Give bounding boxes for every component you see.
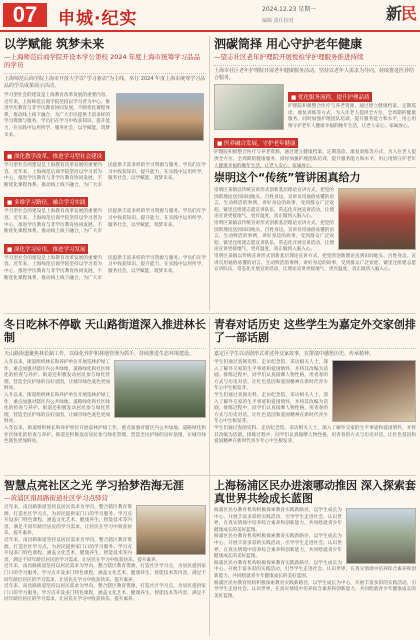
- article-subtitle: —黄浦区南昌路街道社区学习点驿营: [4, 494, 108, 502]
- row-divider: [4, 313, 416, 314]
- article-body: 入冬以来，街道组织林长和养护单位开展巡林护绿工作，重点加强对辖区内公共绿地、道路绿化和社区绿化的检查与养护。街道还积极发动居民参与绿化管理，营造全民护绿的良好氛围，让城市绿色底色更加鲜亮。: [4, 360, 110, 392]
- article-1: [4, 38, 206, 310]
- article-title: 崇明这个“传统”管讲困真给力: [214, 171, 361, 184]
- column-divider: [209, 316, 210, 636]
- article-body: 崇明区某镇以传统宣讲形式创新基层理论宣讲方式，把党的创新理论送到田间地头、百姓身边。宣讲员用通俗易懂的语言、生动鲜活的事例，讲好身边的故事，受到群众广泛欢迎。镇里还组建志愿宣讲队伍，常态化开展宣讲活动，让理论宣讲更接地气、更有温度，真正做到入脑入心。: [214, 253, 416, 273]
- article-title: 冬日吃林不停歇 天山路街道深入推进林长制: [4, 318, 206, 344]
- newspaper-logo: 新民: [385, 4, 416, 23]
- article-body: 杨浦区民办教育机构积极探索教育实践新路径，以学生成长为中心，开展丰富多彩的实践活动，引导学生走进社会、认识世界，在真实情境中培养综合素养和创新能力，共同绘就青少年健康成长的美好蓝图。: [214, 580, 416, 599]
- article-subhead: ■ 深化教学改革，推进学习型社会建设: [4, 151, 105, 161]
- article-body: 学习型社会的建设是上海教育改革发展的重要内容。近年来，上海师范后商学院坚持以学习者为中心，推进学历教育与非学历教育协同发展，不断优化课程体系，推动线上线下融合，为广大市民提供丰富多样的学习资源与服务。学员们在学习中收获知识、提升能力，在实践中运用所学、服务社会，以学赋能，筑梦未来。: [4, 93, 110, 138]
- article-6: [4, 479, 206, 637]
- article-title: 泗碳筒择 用心守护老年健康: [214, 37, 363, 51]
- article-photo: [346, 508, 416, 564]
- article-photo: [214, 84, 284, 130]
- article-photo: [338, 188, 416, 250]
- article-body: 学习型社会的建设是上海教育改革发展的重要内容。近年来，上海师范后商学院坚持以学习者为中心，推进学历教育与非学历教育协同发展，不断优化课程体系，推动线上线下融合，为广大市民提供丰富多样的学习资源与服务。学员们在学习中收获知识、提升能力，在实践中运用所学、服务社会，以学赋能，筑梦未来。: [4, 209, 206, 235]
- article-body: 近年来，南昌路街道坚持以居民需求为导向，整合辖区教育资源，打造社区学习点，为居民提供家门口的学习服务。学习点开设多门特色课程，涵盖文化艺术、健康养生、智能技术等内容，满足不同年龄层居民的学习需求，让居民在学习中收获快乐、提升素养。: [4, 564, 206, 583]
- article-title: 以学赋能 筑梦未来: [4, 37, 105, 51]
- article-subhead: ■ 医养融合发展，守护老年健康: [214, 138, 298, 148]
- page-number: 07: [3, 3, 47, 27]
- article-body: 学生们通过查阅史料、走访纪念馆、采访相关人士，深入了解外交家的生平事迹和爱国情怀，并将其改编为话剧。排练过程中，同学们认真揣摩人物性格，用青春的方式与历史对话，让红色基因和爱国精神在新时代青少年心中生根发芽。: [214, 425, 416, 445]
- article-4: [4, 318, 206, 472]
- article-body: 学生们通过查阅史料、走访纪念馆、采访相关人士，深入了解外交家的生平事迹和爱国情怀，并将其改编为话剧。排练过程中，同学们认真揣摩人物性格，用青春的方式与历史对话，让红色基因和爱国精神在新时代青少年心中生根发芽。: [214, 360, 328, 392]
- article-body: 崇明区某镇以传统宣讲形式创新基层理论宣讲方式，把党的创新理论送到田间地头、百姓身边。宣讲员用通俗易懂的语言、生动鲜活的事例，讲好身边的故事，受到群众广泛欢迎。镇里还组建志愿宣讲队伍，常态化开展宣讲活动，让理论宣讲更接地气、更有温度，真正做到入脑入心。: [214, 188, 334, 220]
- article-body: 学习型社会的建设是上海教育改革发展的重要内容。近年来，上海师范后商学院坚持以学习者为中心，推进学历教育与非学历教育协同发展，不断优化课程体系，推动线上线下融合，为广大市民提供丰富多样的学习资源与服务。学员们在学习中收获知识、提升能力，在实践中运用所学、服务社会，以学赋能，筑梦未来。: [4, 255, 206, 281]
- article-subhead: ■ 深化学习应用，推进学习发展: [4, 244, 88, 254]
- article-body: 杨浦区民办教育机构积极探索教育实践新路径，以学生成长为中心，开展丰富多彩的实践活动，引导学生走进社会、认识世界，在真实情境中培养综合素养和创新能力，共同绘就青少年健康成长的美好蓝图。: [214, 534, 342, 560]
- row-divider: [4, 475, 416, 476]
- article-subtitle: —望志社区老年护理院开展悦检学护理服务推进持续: [214, 53, 364, 61]
- article-5: [214, 318, 416, 472]
- article-subhead: ■ 优化服务流程，提升护理品质: [288, 92, 372, 102]
- article-lead: 上海师范后商学院上海市开放大学以“学习驱动”为主线，举行 2024 年度上海市统筹学习品品的学员成果展示活动。: [4, 73, 206, 90]
- article-subhead: ■ 多维学习路径，融合学习实践: [4, 197, 88, 207]
- article-body: 护理院积极整合医疗与养老资源，通过建立健康档案、定期巡诊、康复训练等方式，为入住老人提供全方位、全周期的健康服务。同时加强护理团队培训，提升服务能力和水平，用心用情守护老年人健康幸福的晚年生活，让老人安心、家属放心。: [214, 150, 416, 169]
- article-7: [214, 479, 416, 637]
- article-lead: 嘉定区学生以话剧形式讲述外交家故事，在排演中感悟历史、传承精神。: [214, 348, 416, 358]
- article-2: [214, 37, 416, 169]
- article-photo: [136, 505, 206, 555]
- article-body: 入冬以来，街道组织林长和养护单位开展巡林护绿工作，重点加强对辖区内公共绿地、道路绿化和社区绿化的检查与养护。街道还积极发动居民参与绿化管理，营造全民护绿的良好氛围，让城市绿色底色更加鲜亮。: [4, 392, 110, 425]
- article-body: 护理院积极整合医疗与养老资源，通过建立健康档案、定期巡诊、康复训练等方式，为入住老人提供全方位、全周期的健康服务。同时加强护理团队培训，提升服务能力和水平，用心用情守护老年人健康幸福的晚年生活，让老人安心、家属放心。: [288, 104, 416, 129]
- article-body: 学生们通过查阅史料、走访纪念馆、采访相关人士，深入了解外交家的生平事迹和爱国情怀，并将其改编为话剧。排练过程中，同学们认真揣摩人物性格，用青春的方式与历史对话，让红色基因和爱国精神在新时代青少年心中生根发芽。: [214, 392, 328, 425]
- article-subtitle: —上海师范后商学院开设本学公第校 2024 年度上海市统筹学习品品的学员: [4, 53, 201, 69]
- article-title: 智慧点亮社区之光 学习拾梦浩海无涯: [4, 479, 184, 492]
- editor-line: 编辑 责任校对: [262, 18, 294, 24]
- article-body: 入冬以来，街道组织林长和养护单位开展巡林护绿工作，重点加强对辖区内公共绿地、道路绿化和社区绿化的检查与养护。街道还积极发动居民参与绿化管理，营造全民护绿的良好氛围，让城市绿色底色更加鲜亮。: [4, 425, 206, 445]
- article-body: 杨浦区民办教育机构积极探索教育实践新路径，以学生成长为中心，开展丰富多彩的实践活动，引导学生走进社会、认识世界，在真实情境中培养综合素养和创新能力，共同绘就青少年健康成长的美好蓝图。: [214, 560, 416, 579]
- article-body: 学习型社会的建设是上海教育改革发展的重要内容。近年来，上海师范后商学院坚持以学习者为中心，推进学历教育与非学历教育协同发展，不断优化课程体系，推动线上线下融合，为广大市民提供丰富多样的学习资源与服务。学员们在学习中收获知识、提升能力，在实践中运用所学、服务社会，以学赋能，筑梦未来。: [4, 163, 206, 188]
- article-lead: 上海市社区老年护理院开展老年健康服务活动，坚持以老年人需求为导向，持续推进医养结合服务。: [214, 65, 416, 82]
- article-title: 青春对话历史 这些学生为嘉定外交家创排了一部话剧: [214, 318, 416, 344]
- masthead-rule: [0, 30, 420, 32]
- article-photo: [332, 360, 416, 422]
- section-title: 申城·纪实: [58, 9, 138, 29]
- article-body: 近年来，南昌路街道坚持以居民需求为导向，整合辖区教育资源，打造社区学习点，为居民提供家门口的学习服务。学习点开设多门特色课程，涵盖文化艺术、健康养生、智能技术等内容，满足不同年龄层居民的学习需求，让居民在学习中收获快乐、提升素养。: [4, 505, 132, 537]
- article-lead: 天山路街道聚焦林长制工作，以绿化养护和林地管理为抓手，持续推进生态环境建设。: [4, 348, 206, 358]
- article-photo: [114, 360, 206, 418]
- masthead: [0, 0, 420, 30]
- article-photo: [116, 93, 204, 141]
- article-body: 崇明区某镇以传统宣讲形式创新基层理论宣讲方式，把党的创新理论送到田间地头、百姓身边。宣讲员用通俗易懂的语言、生动鲜活的事例，讲好身边的故事，受到群众广泛欢迎。镇里还组建志愿宣讲队伍，常态化开展宣讲活动，让理论宣讲更接地气、更有温度，真正做到入脑入心。: [214, 220, 334, 253]
- column-divider: [209, 36, 210, 311]
- article-title: 上海杨浦区民办进滚哪动推因 深入探索套真世界共绘成长蓝图: [214, 479, 416, 505]
- date-line: 2024.12.23 星期一: [262, 6, 317, 13]
- article-body: 近年来，南昌路街道坚持以居民需求为导向，整合辖区教育资源，打造社区学习点，为居民提供家门口的学习服务。学习点开设多门特色课程，涵盖文化艺术、健康养生、智能技术等内容，满足不同年龄层居民的学习需求，让居民在学习中收获快乐、提升素养。: [4, 537, 161, 563]
- article-body: 近年来，南昌路街道坚持以居民需求为导向，整合辖区教育资源，打造社区学习点，为居民提供家门口的学习服务。学习点开设多门特色课程，涵盖文化艺术、健康养生、智能技术等内容，满足不同年龄层居民的学习需求，让居民在学习中收获快乐、提升素养。: [4, 584, 206, 603]
- article-body: 杨浦区民办教育机构积极探索教育实践新路径，以学生成长为中心，开展丰富多彩的实践活动，引导学生走进社会、认识世界，在真实情境中培养综合素养和创新能力，共同绘就青少年健康成长的美好蓝图。: [214, 508, 342, 533]
- article-3: [214, 171, 416, 311]
